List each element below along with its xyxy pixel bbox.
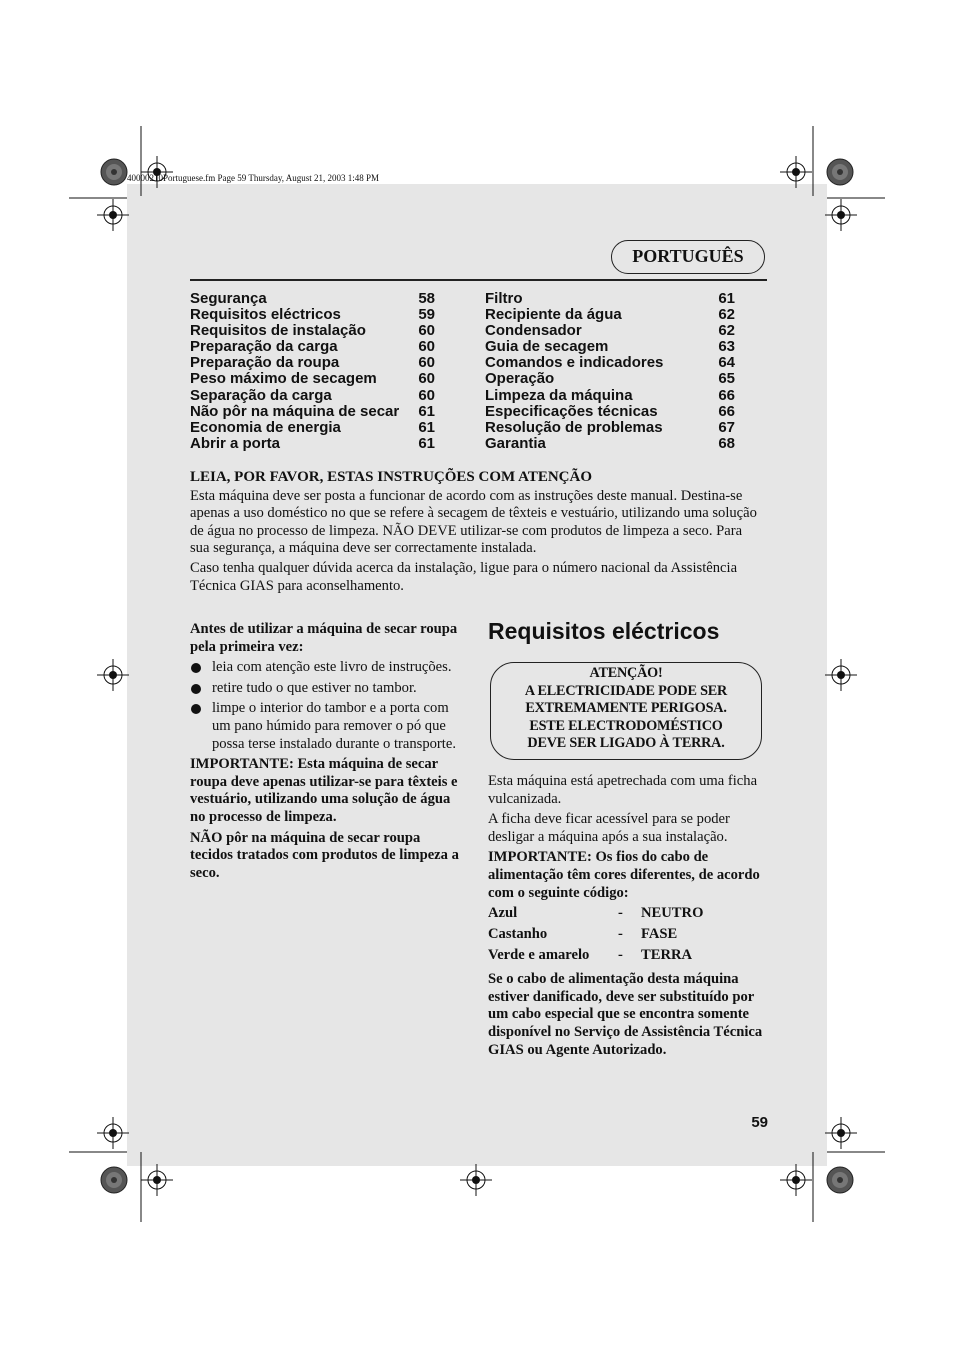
intro-heading: LEIA, POR FAVOR, ESTAS INSTRUÇÕES COM ATENÇÃO <box>190 469 592 485</box>
list-item: leia com atenção este livro de instruções. <box>190 659 466 677</box>
toc-entry[interactable]: Preparação da carga 60 <box>190 338 435 356</box>
toc-entry[interactable]: Operação 65 <box>485 370 735 388</box>
warning-line: DEVE SER LIGADO À TERRA. <box>527 735 725 752</box>
toc-entry[interactable]: Requisitos de instalação 60 <box>190 322 435 340</box>
language-badge: PORTUGUÊS <box>611 240 765 274</box>
important-note: IMPORTANTE: Esta máquina de secar roupa deve apenas utilizar-se para têxteis e vestuário, utilizando uma solução de água no processo de limpeza. <box>190 756 458 825</box>
toc-entry[interactable]: Comandos e indicadores 64 <box>485 354 735 372</box>
bullet-icon <box>191 704 201 714</box>
toc-entry[interactable]: Resolução de problemas 67 <box>485 418 735 436</box>
toc-entry[interactable]: Peso máximo de secagem 60 <box>190 370 435 388</box>
left-column <box>190 621 466 885</box>
toc-right-column <box>485 291 735 452</box>
plug-paragraph: Esta máquina está apetrechada com uma ficha vulcanizada. <box>488 772 758 807</box>
file-info-line: 40000210Portuguese.fm Page 59 Thursday, August 21, 2003 1:48 PM <box>127 173 379 183</box>
toc-left-column <box>190 291 435 452</box>
warning-line: ESTE ELECTRODOMÉSTICO <box>529 717 723 734</box>
toc-entry[interactable]: Condensador 62 <box>485 322 735 340</box>
toc-entry[interactable]: Não pôr na máquina de secar 61 <box>190 402 435 420</box>
before-use-list <box>190 659 466 753</box>
toc-entry[interactable]: Economia de energia 61 <box>190 418 435 436</box>
warning-line: EXTREMAMENTE PERIGOSA. <box>525 700 727 717</box>
toc-entry[interactable]: Guia de secagem 63 <box>485 338 735 356</box>
intro-paragraph: Caso tenha qualquer dúvida acerca da instalação, ligue para o número nacional da Assistência Técnica GIAS para aconselhamento. <box>190 559 738 594</box>
toc-entry[interactable]: Limpeza da máquina 66 <box>485 386 735 404</box>
table-row: Castanho - FASE <box>488 926 678 943</box>
wire-code-table <box>488 905 703 968</box>
toc-entry[interactable]: Especificações técnicas 66 <box>485 402 735 420</box>
bullet-icon <box>191 684 201 694</box>
table-row: Azul - NEUTRO <box>488 905 704 922</box>
table-row: Verde e amarelo - TERRA <box>488 947 693 964</box>
before-use-heading: Antes de utilizar a máquina de secar roupa pela primeira vez: <box>190 621 458 655</box>
toc-entry[interactable]: Preparação da roupa 60 <box>190 354 435 372</box>
toc-entry[interactable]: Requisitos eléctricos 59 <box>190 306 435 324</box>
right-column <box>488 616 766 1062</box>
toc-entry[interactable]: Filtro 61 <box>485 290 735 307</box>
warning-line: A ELECTRICIDADE PODE SER <box>524 682 728 699</box>
toc-entry[interactable]: Recipiente da água 62 <box>485 306 735 324</box>
bullet-icon <box>191 663 201 673</box>
toc-entry[interactable]: Separação da carga 60 <box>190 386 435 404</box>
warning-title: ATENÇÃO! <box>589 665 663 681</box>
intro-paragraph: Esta máquina deve ser posta a funcionar de acordo com as instruções deste manual. Destina-se apenas a uso doméstico no que se refere à secagem de têxteis e vestuário, utilizando uma solução de água no processo de limpeza. NÃO DEVE utilizar-se com produtos de limpeza a seco. Para sua segurança, a máquina deve ser correctamente instalada. <box>190 487 757 557</box>
damaged-cable-note: Se o cabo de alimentação desta máquina estiver danificado, deve ser substituído por um cabo especial que se encontra somente disponível no Serviço de Assistência Técnica GIAS ou Agente Autorizado. <box>488 971 763 1058</box>
do-not-note: NÃO pôr na máquina de secar roupa tecidos tratados com produtos de limpeza a seco. <box>190 829 459 881</box>
wire-important-note: IMPORTANTE: Os fios do cabo de alimentação têm cores diferentes, de acordo com o seguinte código: <box>488 849 760 901</box>
header-rule <box>190 279 767 281</box>
list-item: retire tudo o que estiver no tambor. <box>190 680 466 698</box>
list-item: limpe o interior do tambor e a porta com um pano húmido para remover o pó que possa terse instalado durante o transporte. <box>190 700 466 753</box>
toc-entry[interactable]: Garantia 68 <box>485 434 735 452</box>
warning-box <box>490 662 762 760</box>
toc-entry[interactable]: Abrir a porta 61 <box>190 434 435 452</box>
plug-access-paragraph: A ficha deve ficar acessível para se poder desligar a máquina após a sua instalação. <box>488 811 730 845</box>
page-number: 59 <box>751 1114 768 1131</box>
toc-entry[interactable]: Segurança 58 <box>190 290 435 307</box>
section-title: Requisitos eléctricos <box>488 618 720 644</box>
intro-section <box>190 469 765 597</box>
